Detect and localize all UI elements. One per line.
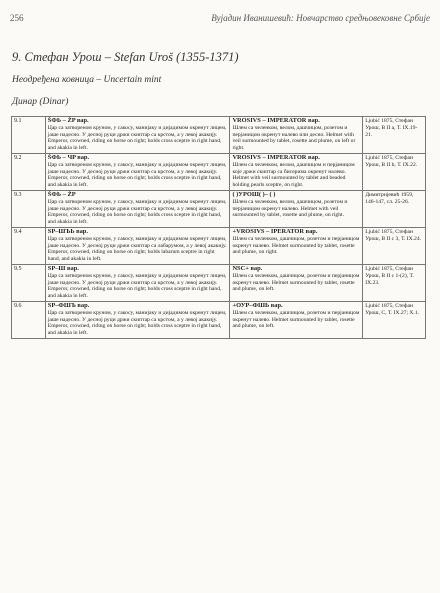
reference-text: Ljubić 1875, Стефан Урош, В II c 1-(2), Т. IX.23. bbox=[365, 265, 414, 286]
reference-text: Димитријевић 1959, 146-147, сл. 25-26. bbox=[365, 191, 414, 205]
reverse-legend: ( )УРОШ( )– ( ) bbox=[232, 190, 276, 198]
obverse-cell bbox=[45, 117, 230, 154]
reverse-cell bbox=[230, 117, 363, 154]
catalog-number bbox=[12, 153, 46, 190]
table-row bbox=[12, 117, 426, 154]
obverse-description: Цар са затвореном круном, у сакосу, манијаку и дијадимом окренут лицем, јаше надесно. У десној руци држи скиптар са крстом, а у левој акакију. Emperor, crowned, riding on horse on right; holds cross sceptre in right hand, and akakia in left. bbox=[47, 272, 227, 300]
reference-text: Ljubić 1875, Стефан Урош, В II а, Т. IX.19-21. bbox=[365, 118, 418, 138]
obverse-description: Цар са затвореном круном, у сакосу, манијаку и дијадимом окренут лицем, јаше надесно. У десној руци држи скиптар са крстом, а у левој акакију. Emperor, crowned, riding on horse on right; holds cross sceptre in right hand, and akakia in left. bbox=[47, 198, 227, 226]
running-head bbox=[10, 13, 430, 27]
table-row bbox=[12, 190, 426, 227]
reverse-cell bbox=[230, 227, 363, 264]
reverse-description: Шлем са челенком, дашчицом, розетом и перјаницом окренут налево. Helmet surmounted by tablet, rosette and plume, on left. bbox=[232, 309, 360, 330]
obverse-description: Цар са затвореном круном, у сакосу, манијаку и дијадимом окренут лицем, јаше надесно. У десној руци држи скиптар са крстом, а у левој акакију. Emperor, crowned, riding on horse on right; holds cross sceptre in right hand, and akakia in left. bbox=[47, 161, 227, 189]
reverse-description: Шлем са челенком, дашчицом, розетом и перјаницом окренут налево. Helmet surmounted by tablet, rosette and plume, on right. bbox=[232, 235, 360, 256]
reference-text: Ljubić 1875, Стефан Урош, В II b, Т. IX.22. bbox=[365, 154, 418, 168]
reference-cell bbox=[363, 190, 426, 227]
reverse-legend: VROSIVS – IMPERATOR вар. bbox=[232, 153, 320, 161]
catalog-number bbox=[12, 301, 46, 338]
table-row bbox=[12, 264, 426, 301]
subheading-type: Динар (Dinar) bbox=[12, 97, 69, 107]
catalog-number bbox=[12, 117, 46, 154]
subheading-mint: Неодређена ковница – Uncertain mint bbox=[12, 75, 162, 85]
page-number: 256 bbox=[10, 13, 24, 23]
obverse-legend: ŠФЬ – ŽP bbox=[47, 190, 76, 198]
obverse-legend: ŠФЬ – ЧP вар. bbox=[47, 153, 90, 161]
obverse-legend: SP–ФШЪ вар. bbox=[47, 301, 90, 309]
obverse-legend: SP–Ш вар. bbox=[47, 264, 79, 272]
reference-cell bbox=[363, 153, 426, 190]
reverse-cell bbox=[230, 264, 363, 301]
reverse-cell bbox=[230, 301, 363, 338]
reverse-description: Шлем са челенком, дашчицом, розетом и перјаницом окренут налево. Helmet surmounted by tablet, rosette and plume, on left. bbox=[232, 272, 360, 293]
reverse-description: Шлем са челенком, велом, дашчицом и перјаницом које држи скиптар са бисерима окренут налево. Helmet with veil surmounted by tablet and beaded holding pearls sceptre, on right. bbox=[232, 161, 355, 189]
reverse-legend: +VROSIVS – IPERATOR вар. bbox=[232, 227, 318, 235]
table-row bbox=[12, 301, 426, 338]
reverse-legend: NSC+ вар. bbox=[232, 264, 263, 272]
catalog-number-text: 9.6 bbox=[14, 302, 22, 309]
reference-cell bbox=[363, 264, 426, 301]
reverse-cell bbox=[230, 190, 363, 227]
section-heading: 9. Стефан Урош – Stefan Uroš (1355-1371) bbox=[12, 50, 239, 64]
reverse-cell bbox=[230, 153, 363, 190]
obverse-cell bbox=[45, 190, 230, 227]
obverse-legend: SP–ШЪЬ вар. bbox=[47, 227, 88, 235]
catalog-number bbox=[12, 190, 46, 227]
running-head-title: Вујадин Иванишевић: Новчарство средњовековне Србије bbox=[211, 13, 430, 23]
catalog-number bbox=[12, 227, 46, 264]
catalog-number-text: 9.3 bbox=[14, 191, 22, 198]
obverse-description: Цар са затвореном круном, у сакосу, манијаку и дијадимом окренут лицем, јаше надесно. У десној руци држи скиптар са крстом, а у левој акакију. Emperor, crowned, riding on horse on right; holds cross sceptre in right hand, and akakia in left. bbox=[47, 309, 227, 337]
catalog-number-text: 9.1 bbox=[14, 118, 22, 124]
reverse-description: Шлем са челенком, велом, дашчицом, розетом и перјаницом окренут налево. Helmet with veil surmounted by tablet, rosette and plume, on right. bbox=[232, 198, 348, 219]
reverse-description: Шлем са челенком, велом, дашчицом, розетом и перјаницом окренут налево или десно. Helmet with veil surmounted by tablet, rosette and plume, on left or right. bbox=[232, 124, 356, 152]
catalog-number-text: 9.4 bbox=[14, 228, 22, 235]
obverse-cell bbox=[45, 153, 230, 190]
reference-cell bbox=[363, 227, 426, 264]
obverse-cell bbox=[45, 301, 230, 338]
coin-catalog-table bbox=[11, 116, 426, 339]
obverse-cell bbox=[45, 264, 230, 301]
reference-cell bbox=[363, 117, 426, 154]
obverse-description: Цар са затвореном круном, у сакосу, манијаку и дијадимом окренут лицем, јаше надесно. У десној руци држи скиптар са крстом, а у левој акакију. Emperor, crowned, riding on horse on right; holds cross sceptre in right hand, and akakia in left. bbox=[47, 124, 227, 152]
reference-cell bbox=[363, 301, 426, 338]
catalog-number-text: 9.2 bbox=[14, 154, 22, 161]
reference-text: Ljubić 1875, Стефан Урош, С, Т. IX.27; X.1. bbox=[365, 302, 420, 316]
catalog-number-text: 9.5 bbox=[14, 265, 22, 272]
reverse-legend: VROSIVS – IMPERATOR вар. bbox=[232, 117, 320, 124]
table-row bbox=[12, 227, 426, 264]
reverse-legend: +ОУР–ФШЬ вар. bbox=[232, 301, 283, 309]
obverse-description: Цар са затвореном круном, у сакосу, манијаку и дијадимом окренут лицем, јаше надесно. У десној руци држи скиптар са лабарумом, а у левој акакију. Emperor, crowned, riding on horse on right; holds labarum sceptre in right hand, and akakia in left. bbox=[47, 235, 227, 263]
reference-text: Ljubić 1875, Стефан Урош, В II c 3, Т. IX.24. bbox=[365, 228, 422, 242]
obverse-legend: ŠФЬ – ŽP вар. bbox=[47, 117, 89, 124]
table-row bbox=[12, 153, 426, 190]
catalog-number bbox=[12, 264, 46, 301]
obverse-cell bbox=[45, 227, 230, 264]
